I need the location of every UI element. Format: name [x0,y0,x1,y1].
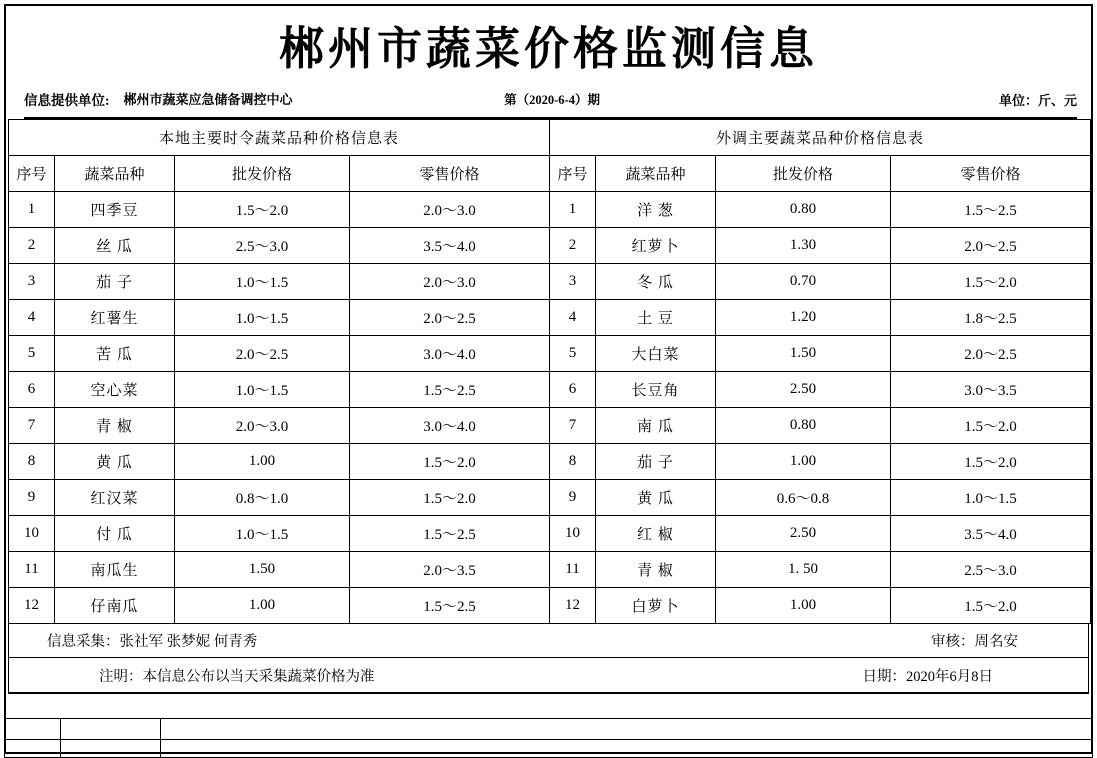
cell-wholesale: 2.0～2.5 [175,336,350,372]
cell-wholesale: 1.0～1.5 [175,300,350,336]
cell-retail: 1.0～1.5 [891,480,1091,516]
cell-wholesale: 1.0～1.5 [175,372,350,408]
cell-retail: 2.5～3.0 [891,552,1091,588]
provider-block [24,89,474,109]
left-header-retail: 零售价格 [350,156,550,192]
cell-wholesale: 1.00 [175,588,350,624]
cell-retail: 1.5～2.5 [350,588,550,624]
cell-retail: 2.0～3.0 [350,264,550,300]
page-content [8,8,1089,750]
cell-index: 7 [9,408,55,444]
cell-wholesale: 1.00 [175,444,350,480]
cell-wholesale: 1.00 [716,444,891,480]
right-header-index: 序号 [550,156,596,192]
provider-label: 信息提供单位: [24,93,110,109]
cell-retail: 1.5～2.0 [891,264,1091,300]
cell-wholesale: 1.50 [175,552,350,588]
collector-text: 信息采集：张社军 张梦妮 何青秀 [47,634,258,651]
cell-variety: 红汉菜 [55,480,175,516]
cell-index: 12 [550,588,596,624]
cell-variety: 空心菜 [55,372,175,408]
cell-variety: 红薯生 [55,300,175,336]
cell-wholesale: 1.50 [716,336,891,372]
cell-wholesale: 0.70 [716,264,891,300]
cell-variety: 南 瓜 [596,408,716,444]
cell-variety: 红 椒 [596,516,716,552]
blank-column-line [4,718,5,758]
reviewer-text: 审核：周名安 [931,634,1018,651]
cell-index: 8 [9,444,55,480]
cell-variety: 南瓜生 [55,552,175,588]
cell-wholesale: 2.5～3.0 [175,228,350,264]
meta-row [24,83,1077,119]
cell-index: 7 [550,408,596,444]
cell-variety: 茄 子 [596,444,716,480]
cell-wholesale: 0.80 [716,408,891,444]
cell-wholesale: 2.50 [716,372,891,408]
cell-index: 1 [9,192,55,228]
table-row [9,264,1091,300]
table-row [9,336,1091,372]
cell-wholesale: 1.0～1.5 [175,516,350,552]
unit-label: 单位：斤、元 [998,92,1077,108]
table-row [9,300,1091,336]
cell-variety: 付 瓜 [55,516,175,552]
page-title: 郴州市蔬菜价格监测信息 [278,24,818,74]
cell-retail: 2.0～2.5 [891,228,1091,264]
cell-index: 4 [9,300,55,336]
cell-index: 11 [550,552,596,588]
table-row [9,516,1091,552]
cell-index: 6 [9,372,55,408]
price-table [8,119,1091,624]
cell-wholesale: 1.30 [716,228,891,264]
table-row [9,444,1091,480]
cell-retail: 3.5～4.0 [891,516,1091,552]
cell-index: 5 [9,336,55,372]
cell-wholesale: 1.00 [716,588,891,624]
blank-column-line [160,718,161,758]
collector-row [8,624,1089,658]
cell-index: 10 [9,516,55,552]
cell-retail: 2.0～3.5 [350,552,550,588]
cell-retail: 3.5～4.0 [350,228,550,264]
cell-retail: 1.5～2.0 [891,444,1091,480]
blank-column-line [60,718,61,758]
cell-wholesale: 0.6～0.8 [716,480,891,516]
cell-variety: 四季豆 [55,192,175,228]
cell-wholesale: 1.0～1.5 [175,264,350,300]
cell-index: 9 [550,480,596,516]
date-text: 日期：2020年6月8日 [862,668,993,685]
table-row [9,192,1091,228]
cell-retail: 2.0～3.0 [350,192,550,228]
table-row [9,588,1091,624]
cell-index: 5 [550,336,596,372]
blank-divider [4,739,1093,740]
right-header-variety: 蔬菜品种 [596,156,716,192]
cell-variety: 白萝卜 [596,588,716,624]
cell-variety: 土 豆 [596,300,716,336]
cell-wholesale: 2.50 [716,516,891,552]
cell-retail: 1.8～2.5 [891,300,1091,336]
cell-retail: 3.0～4.0 [350,408,550,444]
cell-index: 3 [9,264,55,300]
cell-retail: 1.5～2.0 [891,408,1091,444]
note-row [8,658,1089,694]
cell-index: 9 [9,480,55,516]
left-header-variety: 蔬菜品种 [55,156,175,192]
cell-index: 3 [550,264,596,300]
section-title-row [9,120,1091,156]
cell-variety: 红萝卜 [596,228,716,264]
cell-variety: 仔南瓜 [55,588,175,624]
right-header-retail: 零售价格 [891,156,1091,192]
cell-retail: 3.0～3.5 [891,372,1091,408]
cell-retail: 3.0～4.0 [350,336,550,372]
issue-number: 第（2020-6-4）期 [504,93,600,108]
cell-wholesale: 0.8～1.0 [175,480,350,516]
blank-rows-area [4,718,1093,758]
table-row [9,228,1091,264]
table-row [9,372,1091,408]
column-header-row [9,156,1091,192]
cell-retail: 2.0～2.5 [350,300,550,336]
cell-retail: 1.5～2.0 [350,480,550,516]
cell-variety: 青 椒 [596,552,716,588]
cell-variety: 青 椒 [55,408,175,444]
cell-retail: 1.5～2.0 [891,588,1091,624]
blank-column-line [1092,718,1093,758]
left-header-index: 序号 [9,156,55,192]
table-row [9,480,1091,516]
blank-divider [4,718,1093,719]
cell-wholesale: 1. 50 [716,552,891,588]
cell-index: 8 [550,444,596,480]
cell-retail: 1.5～2.5 [891,192,1091,228]
cell-index: 6 [550,372,596,408]
provider-value: 郴州市蔬菜应急储备调控中心 [123,92,293,108]
cell-variety: 茄 子 [55,264,175,300]
table-row [9,408,1091,444]
cell-retail: 1.5～2.5 [350,516,550,552]
cell-index: 2 [550,228,596,264]
right-header-wholesale: 批发价格 [716,156,891,192]
cell-retail: 1.5～2.5 [350,372,550,408]
cell-index: 12 [9,588,55,624]
cell-retail: 1.5～2.0 [350,444,550,480]
cell-retail: 2.0～2.5 [891,336,1091,372]
cell-index: 10 [550,516,596,552]
cell-wholesale: 1.5～2.0 [175,192,350,228]
cell-variety: 苦 瓜 [55,336,175,372]
cell-index: 11 [9,552,55,588]
cell-index: 1 [550,192,596,228]
right-section-title: 外调主要蔬菜品种价格信息表 [550,120,1091,156]
cell-variety: 丝 瓜 [55,228,175,264]
left-section-title: 本地主要时令蔬菜品种价格信息表 [9,120,550,156]
left-header-wholesale: 批发价格 [175,156,350,192]
cell-index: 4 [550,300,596,336]
cell-variety: 黄 瓜 [55,444,175,480]
cell-variety: 大白菜 [596,336,716,372]
note-text: 注明：本信息公布以当天采集蔬菜价格为准 [99,668,375,685]
cell-index: 2 [9,228,55,264]
table-row [9,552,1091,588]
cell-variety: 洋 葱 [596,192,716,228]
cell-variety: 黄 瓜 [596,480,716,516]
cell-wholesale: 2.0～3.0 [175,408,350,444]
cell-wholesale: 0.80 [716,192,891,228]
cell-wholesale: 1.20 [716,300,891,336]
cell-variety: 长豆角 [596,372,716,408]
cell-variety: 冬 瓜 [596,264,716,300]
